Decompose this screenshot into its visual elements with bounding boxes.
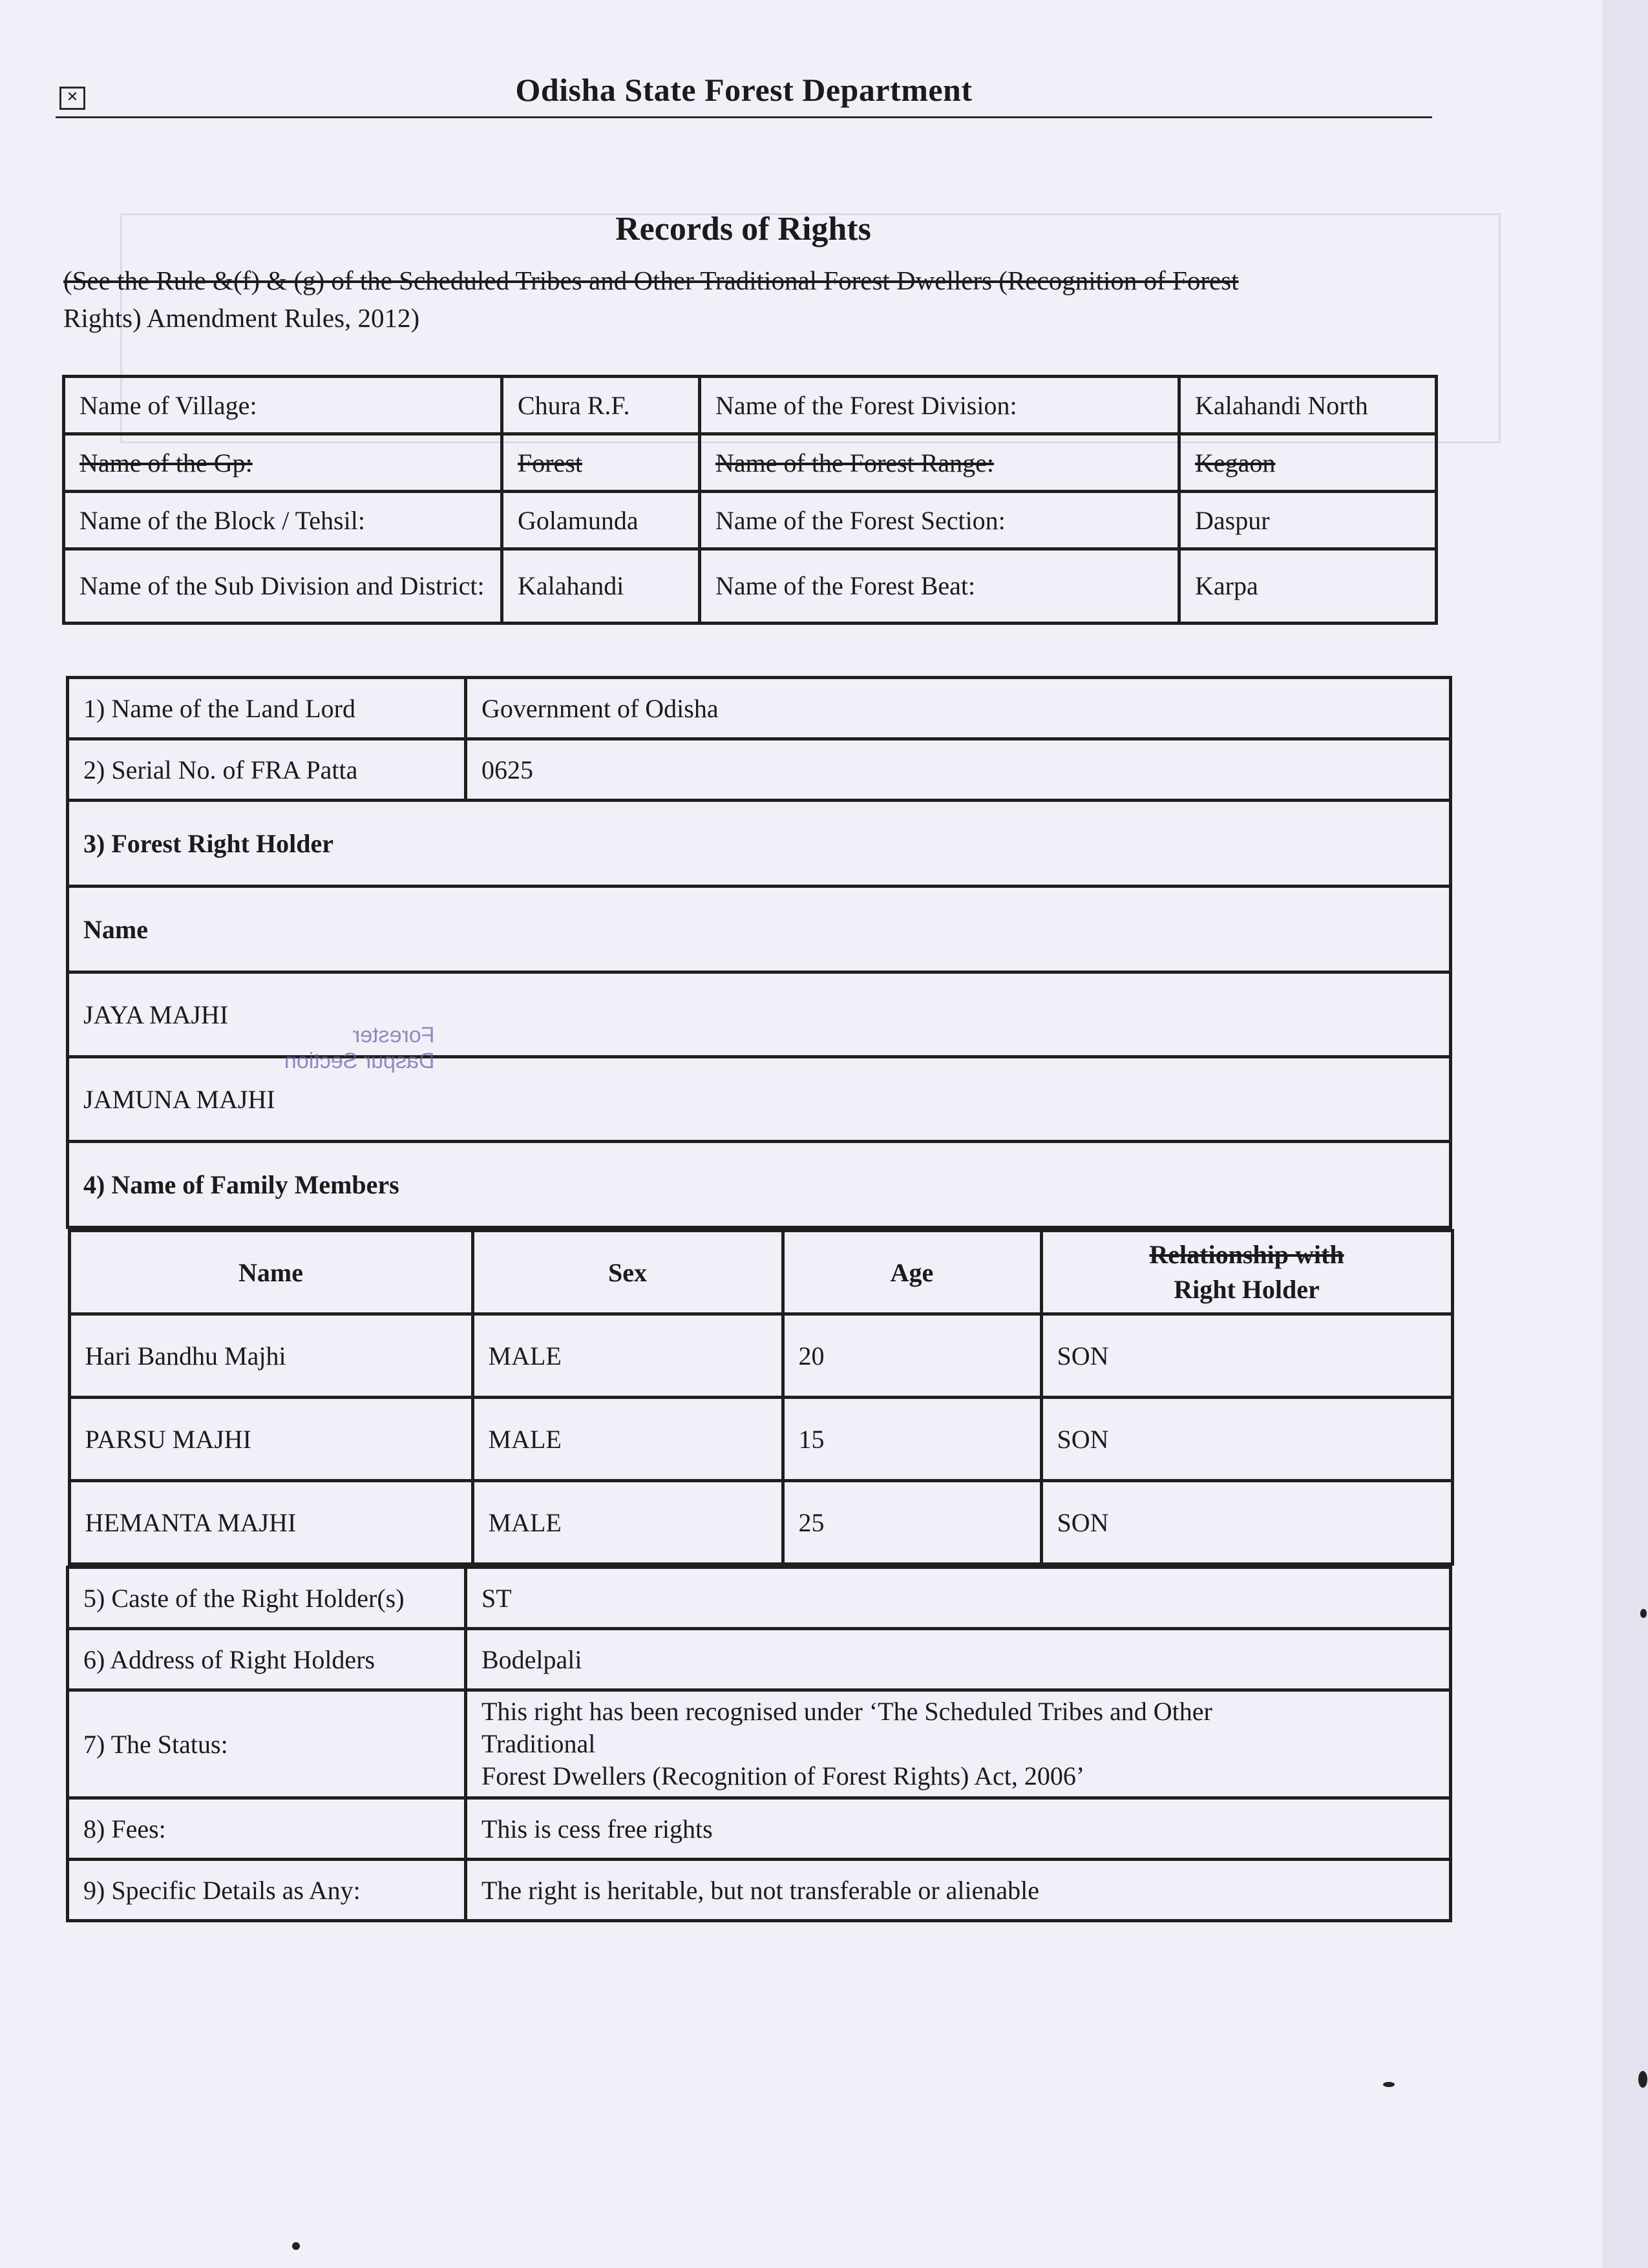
family-col-sex: Sex — [472, 1231, 783, 1314]
landlord-value: Government of Odisha — [466, 678, 1451, 739]
member-age: 25 — [783, 1481, 1041, 1564]
member-name: Hari Bandhu Majhi — [69, 1314, 472, 1398]
scan-speck — [1638, 2071, 1647, 2088]
family-col-name: Name — [69, 1231, 472, 1314]
family-members-heading: 4) Name of Family Members — [68, 1142, 1451, 1228]
rights-record-table — [66, 676, 1452, 1922]
family-col-relationship — [1041, 1231, 1452, 1314]
address-label: 6) Address of Right Holders — [68, 1629, 466, 1690]
table-row — [69, 1398, 1452, 1481]
caste-value: ST — [466, 1568, 1451, 1629]
village-label: Name of Village: — [64, 377, 502, 434]
member-relationship: SON — [1041, 1398, 1452, 1481]
status-line-2: Traditional — [481, 1729, 596, 1758]
page-edge — [1603, 0, 1648, 2268]
status-line-3: Forest Dwellers (Recognition of Forest Rights) Act, 2006’ — [481, 1761, 1085, 1790]
landlord-label: 1) Name of the Land Lord — [68, 678, 466, 739]
range-value: Kegaon — [1179, 434, 1437, 492]
document-subtitle — [63, 262, 1408, 337]
holder-name-1: JAYA MAJHI — [68, 972, 1451, 1057]
scan-speck — [292, 2242, 300, 2250]
member-name: HEMANTA MAJHI — [69, 1481, 472, 1564]
gp-value: Forest — [502, 434, 700, 492]
relationship-header-line2: Right Holder — [1174, 1275, 1320, 1304]
family-col-age: Age — [783, 1231, 1041, 1314]
checkbox-icon: ✕ — [59, 87, 85, 110]
subtitle-text: Rights) Amendment Rules, 2012) — [63, 303, 420, 333]
serial-value: 0625 — [466, 739, 1451, 801]
member-age: 15 — [783, 1398, 1041, 1481]
fees-value: This is cess free rights — [466, 1798, 1451, 1860]
family-members-table — [68, 1229, 1454, 1566]
details-value: The right is heritable, but not transferable or alienable — [466, 1860, 1451, 1921]
member-sex: MALE — [472, 1398, 783, 1481]
page-header — [56, 71, 1432, 118]
department-title: Odisha State Forest Department — [515, 72, 973, 108]
division-label: Name of the Forest Division: — [700, 377, 1179, 434]
holder-name-heading: Name — [68, 887, 1451, 972]
subdivision-value: Kalahandi — [502, 549, 700, 624]
status-line-1: This right has been recognised under ‘The Scheduled Tribes and Other — [481, 1697, 1212, 1726]
member-relationship: SON — [1041, 1314, 1452, 1398]
member-age: 20 — [783, 1314, 1041, 1398]
location-table — [62, 375, 1438, 625]
division-value: Kalahandi North — [1179, 377, 1437, 434]
beat-label: Name of the Forest Beat: — [700, 549, 1179, 624]
member-sex: MALE — [472, 1314, 783, 1398]
forester-stamp — [284, 1022, 434, 1074]
holder-name-2: JAMUNA MAJHI — [68, 1057, 1451, 1142]
section-label: Name of the Forest Section: — [700, 492, 1179, 549]
status-label: 7) The Status: — [68, 1690, 466, 1798]
document-title: Records of Rights — [615, 211, 871, 247]
subtitle-struck-text: (See the Rule &(f) & (g) of the Scheduled Tribes and Other Traditional Forest Dwellers (Recognition of Forest — [63, 266, 1239, 295]
beat-value: Karpa — [1179, 549, 1437, 624]
member-sex: MALE — [472, 1481, 783, 1564]
block-value: Golamunda — [502, 492, 700, 549]
address-value: Bodelpali — [466, 1629, 1451, 1690]
table-row — [69, 1314, 1452, 1398]
block-label: Name of the Block / Tehsil: — [64, 492, 502, 549]
member-name: PARSU MAJHI — [69, 1398, 472, 1481]
table-row — [69, 1481, 1452, 1564]
status-value — [466, 1690, 1451, 1798]
stamp-line-2: Daspur Section — [284, 1049, 435, 1073]
stamp-line-1: Forester — [352, 1023, 435, 1047]
range-label: Name of the Forest Range: — [700, 434, 1179, 492]
details-label: 9) Specific Details as Any: — [68, 1860, 466, 1921]
scan-speck — [1640, 1609, 1647, 1618]
gp-label: Name of the Gp: — [64, 434, 502, 492]
village-value: Chura R.F. — [502, 377, 700, 434]
serial-label: 2) Serial No. of FRA Patta — [68, 739, 466, 801]
caste-label: 5) Caste of the Right Holder(s) — [68, 1568, 466, 1629]
section-value: Daspur — [1179, 492, 1437, 549]
right-holder-heading: 3) Forest Right Holder — [68, 801, 1451, 887]
scan-speck — [1383, 2082, 1395, 2087]
member-relationship: SON — [1041, 1481, 1452, 1564]
subdivision-label: Name of the Sub Division and District: — [64, 549, 502, 624]
relationship-header-line1: Relationship with — [1149, 1240, 1344, 1269]
fees-label: 8) Fees: — [68, 1798, 466, 1860]
